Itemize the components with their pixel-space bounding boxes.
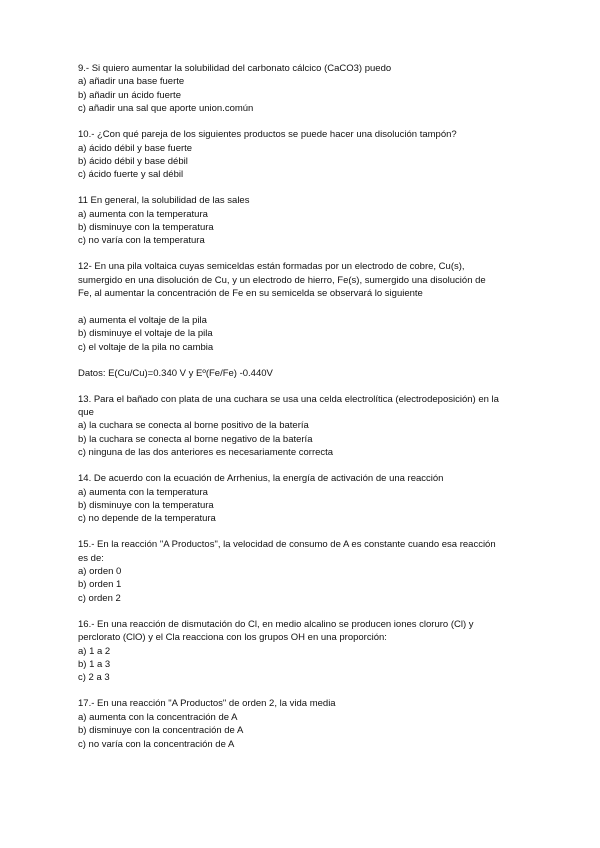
question-text: 9.- Si quiero aumentar la solubilidad del carbonato cálcico (CaCO3) puedo — [78, 63, 392, 74]
option-c: c) no depende de la temperatura — [78, 513, 216, 525]
question-text: Fe, al aumentar la concentración de Fe en su semicelda se observará lo siguiente — [78, 288, 423, 300]
question-text: perclorato (ClO) y el Cla reacciona con los grupos OH en una proporción: — [78, 632, 387, 644]
option-list — [78, 486, 528, 526]
option-list — [78, 75, 528, 115]
option-a: a) aumenta con la temperatura — [78, 486, 208, 498]
option-list — [78, 419, 528, 459]
question-17 — [78, 697, 528, 751]
question-text: 10.- ¿Con qué pareja de los siguientes productos se puede hacer una disolución tampón? — [78, 129, 457, 141]
question-text: 11 En general, la solubilidad de las sales — [78, 195, 250, 207]
option-a: a) aumenta con la temperatura — [78, 208, 208, 220]
option-b: b) la cuchara se conecta al borne negativo de la batería — [78, 433, 313, 445]
option-list — [78, 314, 528, 354]
option-b: b) 1 a 3 — [78, 659, 111, 671]
spacer — [78, 301, 528, 314]
question-15 — [78, 538, 528, 605]
option-b: b) disminuye el voltaje de la pila — [78, 328, 213, 340]
option-c: c) ninguna de las dos anteriores es necesariamente correcta — [78, 447, 334, 459]
question-12 — [78, 260, 528, 354]
option-list — [78, 142, 528, 182]
option-b: b) disminuye con la temperatura — [78, 499, 214, 511]
question-text: 17.- En una reacción "A Productos" de orden 2, la vida media — [78, 698, 336, 710]
option-b: b) orden 1 — [78, 579, 122, 591]
option-b: b) añadir un ácido fuerte — [78, 89, 181, 101]
question-text: que — [78, 407, 94, 419]
question-text: 14. De acuerdo con la ecuación de Arrhenius, la energía de activación de una reacción — [78, 473, 444, 485]
option-a: a) orden 0 — [78, 566, 122, 578]
question-text: es de: — [78, 552, 104, 564]
question-9 — [78, 62, 528, 116]
option-a: a) ácido débil y base fuerte — [78, 142, 193, 154]
question-10 — [78, 128, 528, 182]
question-text: 15.- En la reacción "A Productos", la velocidad de consumo de A es constante cuando esa reacción — [78, 539, 496, 551]
question-14 — [78, 472, 528, 526]
option-a: a) aumenta con la concentración de A — [78, 711, 238, 723]
question-11 — [78, 194, 528, 248]
option-list — [78, 711, 528, 751]
option-a: a) 1 a 2 — [78, 645, 111, 657]
option-a: a) añadir una base fuerte — [78, 76, 185, 88]
option-c: c) no varía con la concentración de A — [78, 738, 235, 750]
question-text: 12- En una pila voltaica cuyas semiceldas están formadas por un electrodo de cobre, Cu(s), — [78, 261, 465, 273]
option-c: c) añadir una sal que aporte union.común — [78, 103, 254, 115]
question-16 — [78, 618, 528, 685]
option-list — [78, 645, 528, 685]
option-c: c) ácido fuerte y sal débil — [78, 169, 184, 181]
option-c: c) el voltaje de la pila no cambia — [78, 341, 214, 353]
question-13 — [78, 393, 528, 460]
question-text: sumergido en una disolución de Cu, y un electrodo de hierro, Fe(s), sumergido una disolución de — [78, 274, 486, 286]
question-text: 16.- En una reacción de dismutación do Cl, en medio alcalino se producen iones cloruro (Cl) y — [78, 618, 474, 630]
option-c: c) no varía con la temperatura — [78, 235, 205, 247]
option-a: a) aumenta el voltaje de la pila — [78, 314, 207, 326]
option-c: c) 2 a 3 — [78, 672, 110, 684]
exam-page — [78, 62, 528, 763]
option-c: c) orden 2 — [78, 592, 121, 604]
data-note: Datos: E(Cu/Cu)=0.340 V y Eº(Fe/Fe) -0.440V — [78, 367, 273, 379]
option-b: b) ácido débil y base débil — [78, 155, 188, 167]
option-b: b) disminuye con la concentración de A — [78, 725, 244, 737]
option-list — [78, 208, 528, 248]
option-a: a) la cuchara se conecta al borne positivo de la batería — [78, 420, 309, 432]
question-text: 13. Para el bañado con plata de una cuchara se usa una celda electrolítica (electrodeposición) en la — [78, 393, 499, 405]
option-list — [78, 565, 528, 605]
option-b: b) disminuye con la temperatura — [78, 222, 214, 234]
